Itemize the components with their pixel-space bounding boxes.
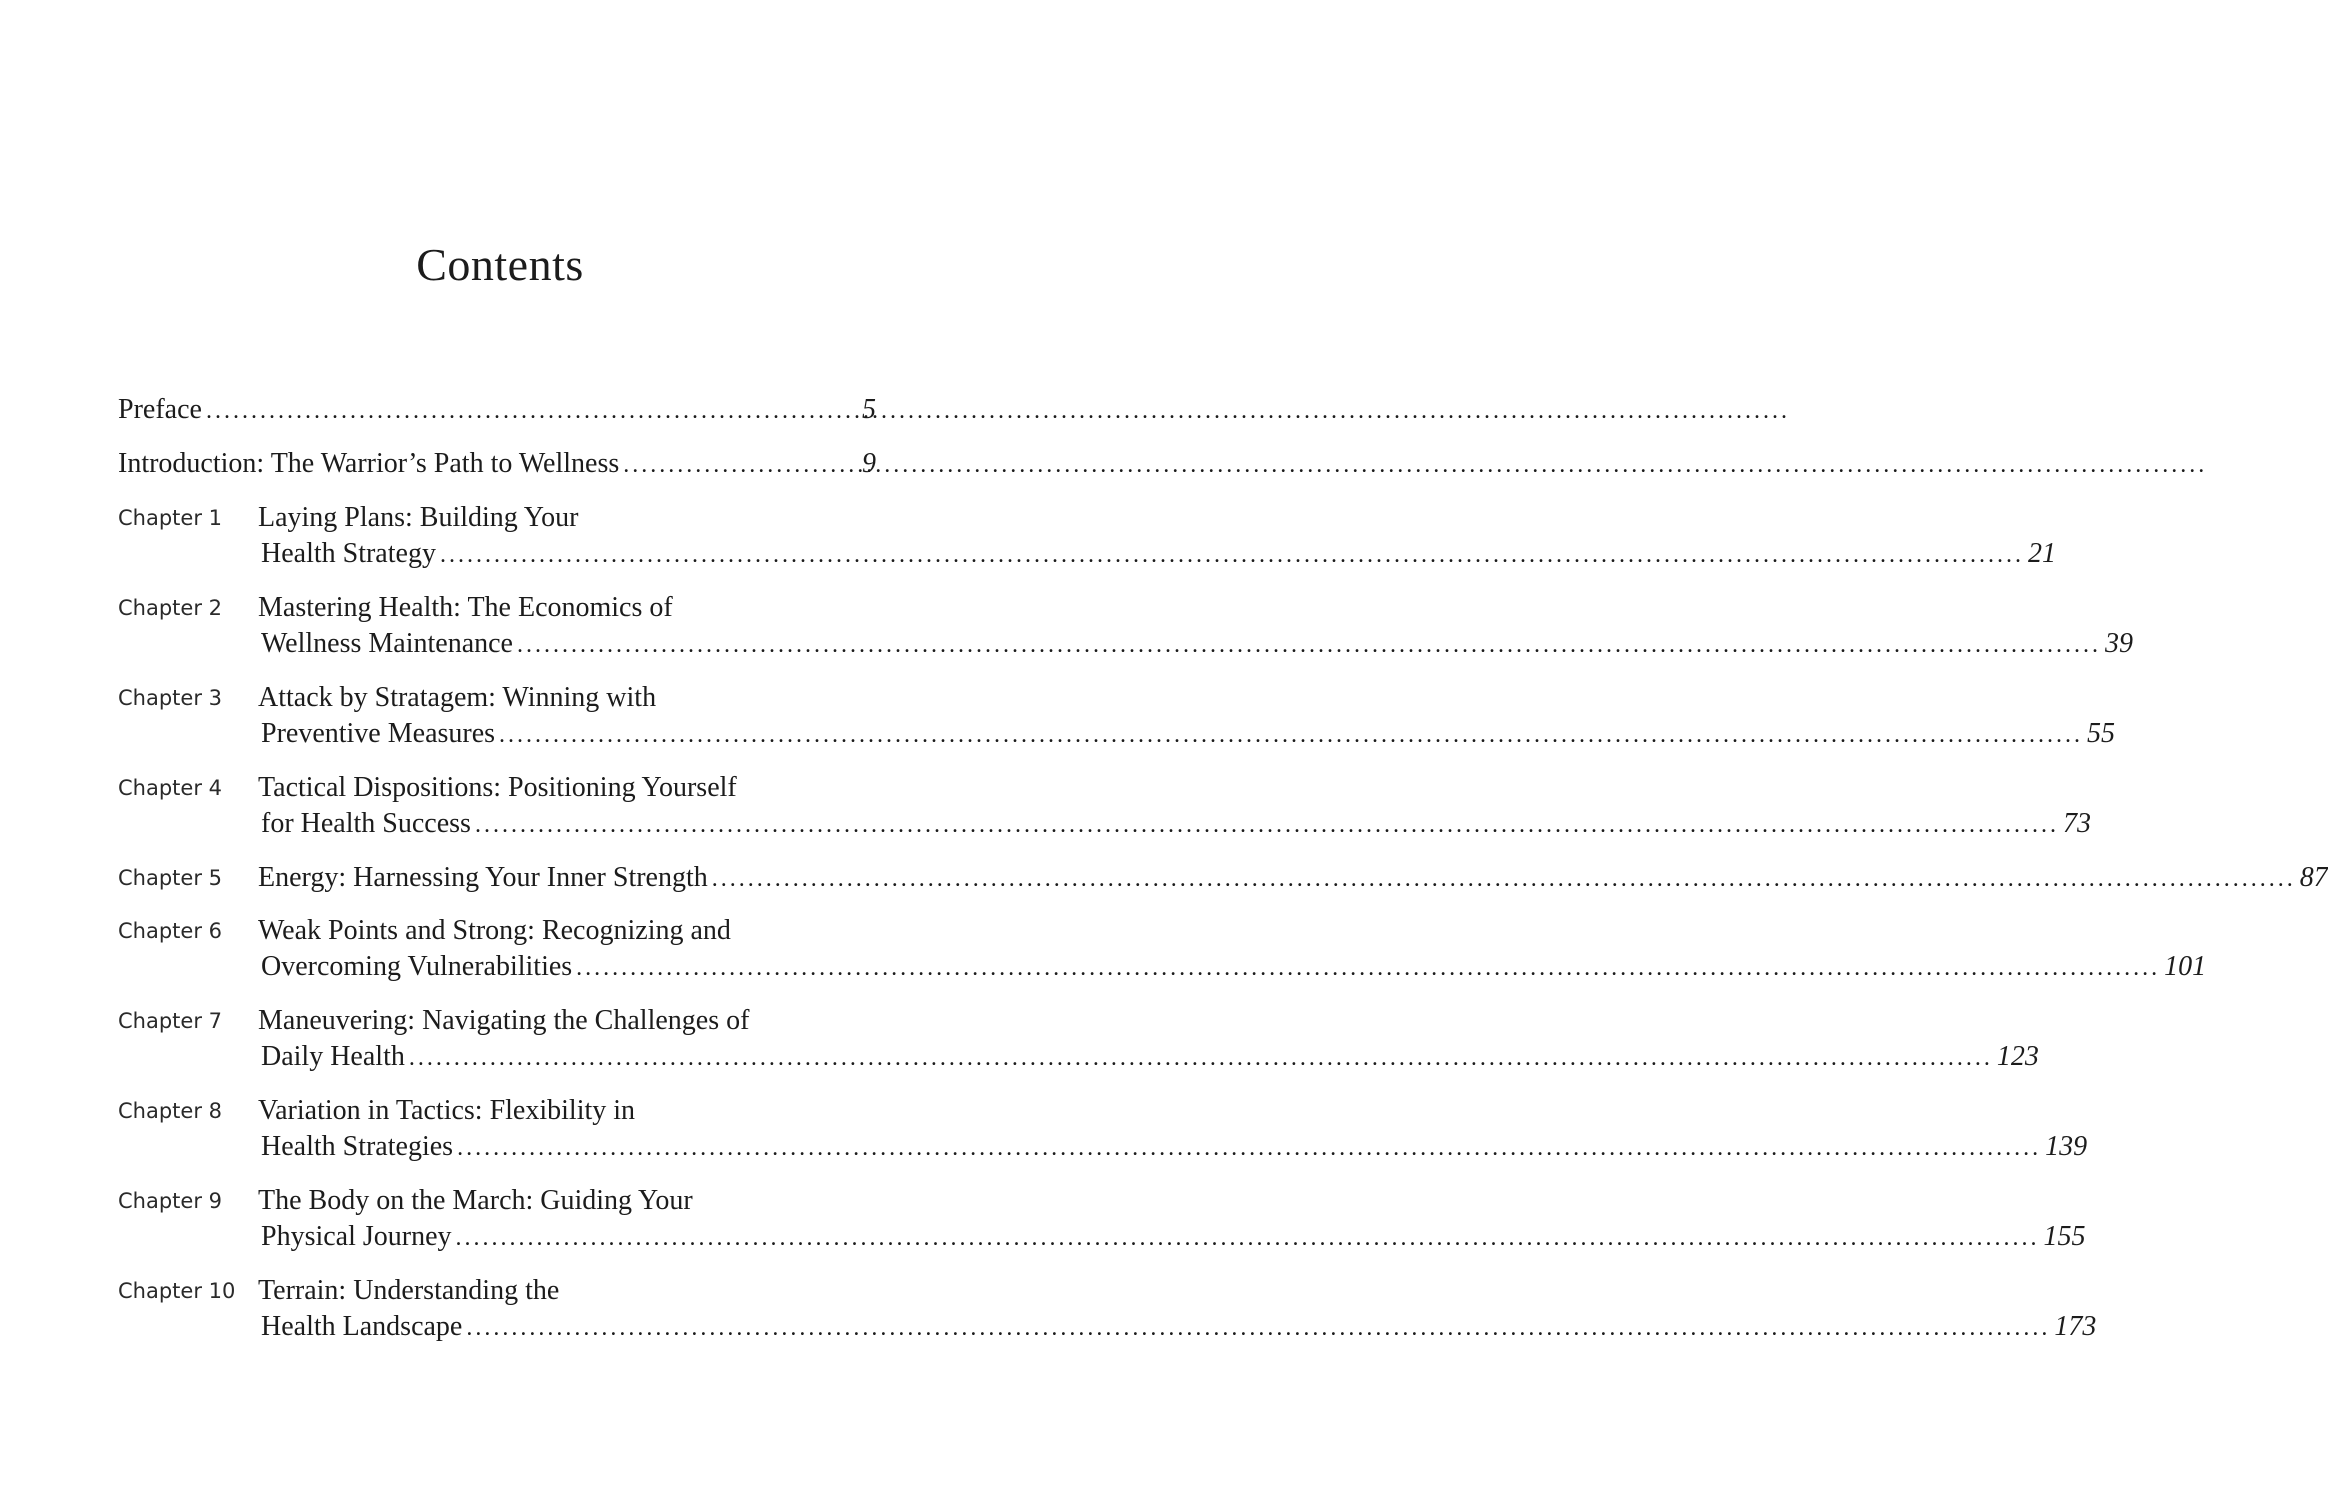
chapter-title-text: Energy: Harnessing Your Inner Strength — [258, 862, 708, 893]
chapter-title-line-2 — [258, 536, 2056, 572]
chapter-label: Chapter 10 — [118, 1279, 236, 1303]
page-number: 9 — [862, 448, 876, 479]
page-number: 173 — [2054, 1311, 2097, 1342]
toc-entry-introduction[interactable] — [118, 446, 876, 482]
dot-leader — [440, 537, 2024, 573]
chapter-title — [258, 1183, 2086, 1255]
chapter-label: Chapter 5 — [118, 866, 222, 890]
chapter-title-line-2 — [258, 1309, 2096, 1345]
chapter-label: Chapter 6 — [118, 919, 222, 943]
dot-leader — [456, 1220, 2040, 1256]
chapter-title-line-1: Tactical Dispositions: Positioning Yourself — [258, 772, 737, 803]
toc-entry-chapter-9[interactable] — [118, 1183, 2086, 1255]
chapter-title — [258, 860, 2328, 896]
dot-leader — [623, 447, 858, 483]
dot-leader — [466, 1310, 2050, 1346]
toc-entry-chapter-3[interactable] — [118, 680, 2116, 752]
toc-entry-chapter-4[interactable] — [118, 770, 2091, 842]
page-number: 139 — [2045, 1131, 2088, 1162]
table-of-contents — [118, 392, 2328, 1363]
chapter-title-continuation: Wellness Maintenance — [261, 628, 513, 659]
chapter-label: Chapter 4 — [118, 776, 222, 800]
chapter-title-line-2 — [258, 949, 2206, 985]
chapter-title-continuation: Preventive Measures — [261, 718, 496, 749]
chapter-label: Chapter 1 — [118, 506, 222, 530]
chapter-title-line-1: Laying Plans: Building Your — [258, 502, 579, 533]
toc-entry-chapter-7[interactable] — [118, 1003, 2039, 1075]
toc-entry-preface[interactable] — [118, 392, 876, 428]
dot-leader — [475, 807, 2059, 843]
chapter-title-line-2 — [258, 1219, 2086, 1255]
chapter-label: Chapter 2 — [118, 596, 222, 620]
chapter-title — [258, 680, 2115, 752]
chapter-title-line-1: Terrain: Understanding the — [258, 1275, 560, 1306]
entry-title: Preface — [118, 394, 202, 425]
chapter-title-line-1: Maneuvering: Navigating the Challenges of — [258, 1005, 750, 1036]
dot-leader — [457, 1130, 2041, 1166]
chapter-label: Chapter 7 — [118, 1009, 222, 1033]
toc-entry-chapter-2[interactable] — [118, 590, 2133, 662]
chapter-title-continuation: Health Strategies — [261, 1131, 454, 1162]
chapter-title-continuation: Health Landscape — [261, 1311, 463, 1342]
chapter-title-continuation: Daily Health — [261, 1041, 405, 1072]
chapter-title-line-1: Attack by Stratagem: Winning with — [258, 682, 657, 713]
chapter-label: Chapter 9 — [118, 1189, 222, 1213]
toc-entry-chapter-10[interactable] — [118, 1273, 2097, 1345]
chapter-title — [258, 770, 2091, 842]
dot-leader — [517, 627, 2101, 663]
toc-entry-chapter-6[interactable] — [118, 913, 2207, 985]
chapter-title-line-2 — [258, 716, 2115, 752]
chapter-title-line-1: Weak Points and Strong: Recognizing and — [258, 915, 731, 946]
chapter-title-line-1 — [258, 860, 2328, 896]
chapter-title — [258, 913, 2206, 985]
dot-leader — [206, 393, 858, 429]
chapter-title-continuation: Health Strategy — [261, 538, 436, 569]
dot-leader — [499, 717, 2083, 753]
chapter-title-continuation: Physical Journey — [261, 1221, 452, 1252]
page-number: 5 — [862, 394, 876, 425]
chapter-title-line-2 — [258, 1129, 2087, 1165]
chapter-title — [258, 1093, 2087, 1165]
page-number: 101 — [2164, 951, 2207, 982]
chapter-title-line-1: Mastering Health: The Economics of — [258, 592, 673, 623]
page-number: 39 — [2105, 628, 2133, 659]
page-title: Contents — [416, 239, 584, 290]
chapter-title — [258, 1273, 2096, 1345]
toc-entry-chapter-5[interactable] — [118, 860, 2328, 896]
entry-title: Introduction: The Warrior’s Path to Wellness — [118, 448, 620, 479]
chapter-label: Chapter 8 — [118, 1099, 222, 1123]
dot-leader — [576, 950, 2160, 986]
chapter-title-line-2 — [258, 806, 2091, 842]
page-number: 73 — [2062, 808, 2091, 839]
toc-entry-chapter-8[interactable] — [118, 1093, 2088, 1165]
page-number: 55 — [2087, 718, 2116, 749]
chapter-title-line-2 — [258, 626, 2133, 662]
dot-leader — [409, 1040, 1993, 1076]
dot-leader — [712, 861, 2296, 897]
page-number: 21 — [2027, 538, 2056, 569]
chapter-title-continuation: Overcoming Vulnerabilities — [261, 951, 573, 982]
chapter-title-line-1: The Body on the March: Guiding Your — [258, 1185, 693, 1216]
chapter-title — [258, 500, 2056, 572]
chapter-label: Chapter 3 — [118, 686, 222, 710]
chapter-title-continuation: for Health Success — [261, 808, 471, 839]
chapter-title-line-2 — [258, 1039, 2039, 1075]
chapter-title — [258, 590, 2133, 662]
chapter-title — [258, 1003, 2039, 1075]
page-number: 155 — [2043, 1221, 2086, 1252]
page-number: 87 — [2299, 862, 2328, 893]
page-number: 123 — [1996, 1041, 2039, 1072]
toc-entry-chapter-1[interactable] — [118, 500, 2056, 572]
chapter-title-line-1: Variation in Tactics: Flexibility in — [258, 1095, 636, 1126]
